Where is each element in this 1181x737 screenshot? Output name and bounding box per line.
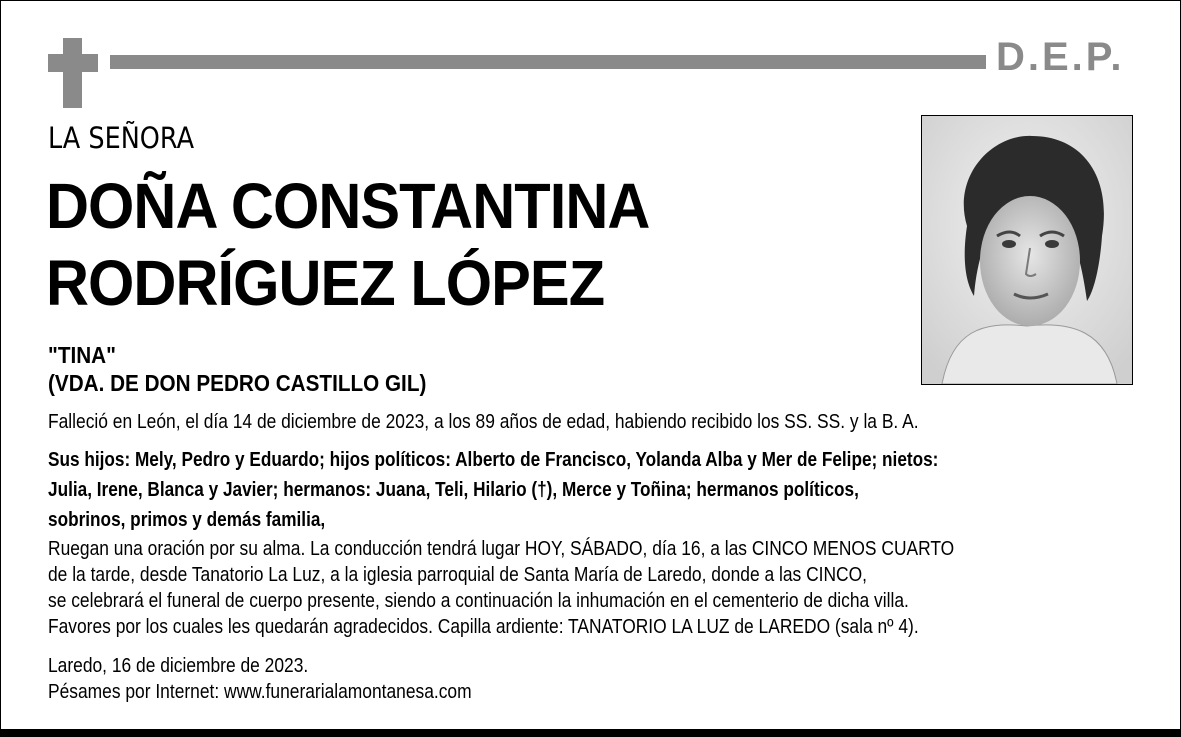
header-rule <box>110 55 986 69</box>
condolences-link[interactable]: Pésames por Internet: www.funerarialamontanesa.com <box>48 681 472 703</box>
family-line-2: Julia, Irene, Blanca y Javier; hermanos: Juana, Teli, Hilario (†), Merce y Toñina; hermanos políticos, <box>48 479 859 501</box>
intro-label: LA SEÑORA <box>48 121 195 155</box>
place-date: Laredo, 16 de diciembre de 2023. <box>48 655 309 677</box>
family-list <box>48 445 1011 535</box>
ceremony-details <box>48 536 1022 640</box>
footer <box>48 653 1022 705</box>
family-line-1: Sus hijos: Mely, Pedro y Eduardo; hijos políticos: Alberto de Francisco, Yolanda Alba y Mer de Felipe; nietos: <box>48 449 939 471</box>
dep-label: D.E.P. <box>996 35 1125 79</box>
ceremony-line-1: Ruegan una oración por su alma. La conducción tendrá lugar HOY, SÁBADO, día 16, a las CINCO MENOS CUARTO <box>48 538 955 560</box>
deceased-name <box>46 168 649 322</box>
bottom-border <box>0 729 1181 737</box>
portrait-photo <box>921 115 1133 385</box>
nickname: "TINA" <box>48 342 116 368</box>
ceremony-line-4: Favores por los cuales les quedarán agradecidos. Capilla ardiente: TANATORIO LA LUZ de LAREDO (sala nº 4). <box>48 616 919 638</box>
widow-of: (VDA. DE DON PEDRO CASTILLO GIL) <box>48 370 427 396</box>
family-line-3: sobrinos, primos y demás familia, <box>48 509 326 531</box>
death-notice: Falleció en León, el día 14 de diciembre de 2023, a los 89 años de edad, habiendo recibido los SS. SS. y la B. A. <box>48 411 919 433</box>
name-line-1: DOÑA CONSTANTINA <box>46 170 650 242</box>
portrait-image <box>922 116 1132 384</box>
name-line-2: RODRÍGUEZ LÓPEZ <box>46 247 605 319</box>
ceremony-line-2: de la tarde, desde Tanatorio La Luz, a la iglesia parroquial de Santa María de Laredo, donde a las CINCO, <box>48 564 867 586</box>
ceremony-line-3: se celebrará el funeral de cuerpo presente, siendo a continuación la inhumación en el cementerio de dicha villa. <box>48 590 909 612</box>
nickname-block <box>48 341 426 397</box>
cross-icon <box>63 38 82 108</box>
cross-icon-bar <box>48 54 98 72</box>
